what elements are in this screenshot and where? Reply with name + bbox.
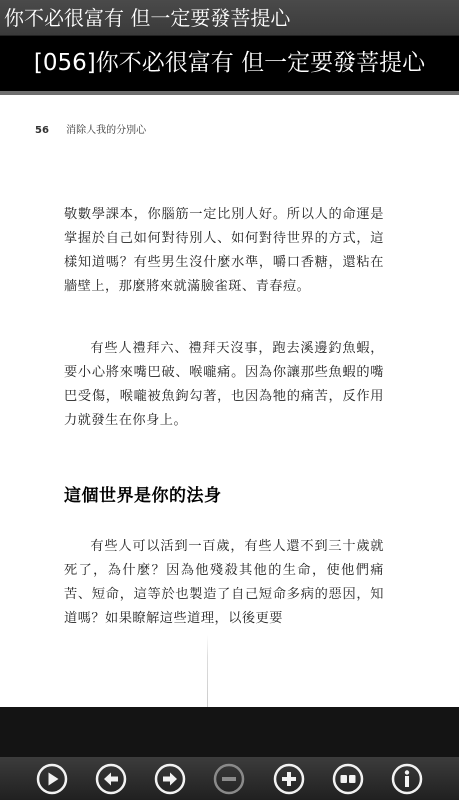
section-heading: 這個世界是你的法身 [64, 486, 222, 506]
chapter-header [0, 36, 459, 91]
previous-icon [95, 763, 127, 795]
zoom-in-button[interactable] [273, 763, 305, 795]
paragraph: 有些人可以活到一百歲，有些人還不到三十歲就死了，為什麼？因為他殘殺其他的生命，使他們痛苦、短命，這等於也製造了自己短命多病的惡因，知道嗎？如果瞭解這些道理，以後更要 [64, 539, 384, 626]
running-head [35, 121, 146, 136]
app-title: 你不必很富有 但一定要發菩提心 [4, 6, 291, 30]
zoom-out-icon [213, 763, 245, 795]
two-page-icon [332, 763, 364, 795]
bottom-toolbar [0, 757, 459, 800]
info-button[interactable] [391, 763, 423, 795]
play-icon [36, 763, 68, 795]
next-page-button[interactable] [154, 763, 186, 795]
page-number: 56 [35, 125, 49, 136]
zoom-in-icon [273, 763, 305, 795]
paragraph: 有些人禮拜六、禮拜天沒事，跑去溪邊釣魚蝦，要小心將來嘴巴破、喉嚨痛。因為你讓那些魚蝦的嘴巴受傷，喉嚨被魚鉤勾著，也因為牠的痛苦，反作用力就發生在你身上。 [64, 341, 384, 428]
page-gutter [207, 635, 208, 707]
zoom-out-button[interactable] [213, 763, 245, 795]
running-head-title: 消除人我的分別心 [66, 125, 147, 136]
two-page-button[interactable] [332, 763, 364, 795]
previous-page-button[interactable] [95, 763, 127, 795]
chapter-title: [056]你不必很富有 但一定要發菩提心 [33, 50, 426, 76]
paragraph: 敬數學課本，你腦筋一定比別人好。所以人的命運是掌握於自己如何對待別人、如何對待世界的方式，這樣知道嗎？有些男生沒什麼水準，嚼口香糖，還粘在牆壁上，那麼將來就滿臉雀斑、青春痘。 [64, 207, 384, 294]
app-title-bar [0, 0, 459, 36]
next-icon [154, 763, 186, 795]
viewer-background [0, 707, 459, 757]
book-page[interactable] [0, 95, 459, 707]
info-icon [391, 763, 423, 795]
play-button[interactable] [36, 763, 68, 795]
